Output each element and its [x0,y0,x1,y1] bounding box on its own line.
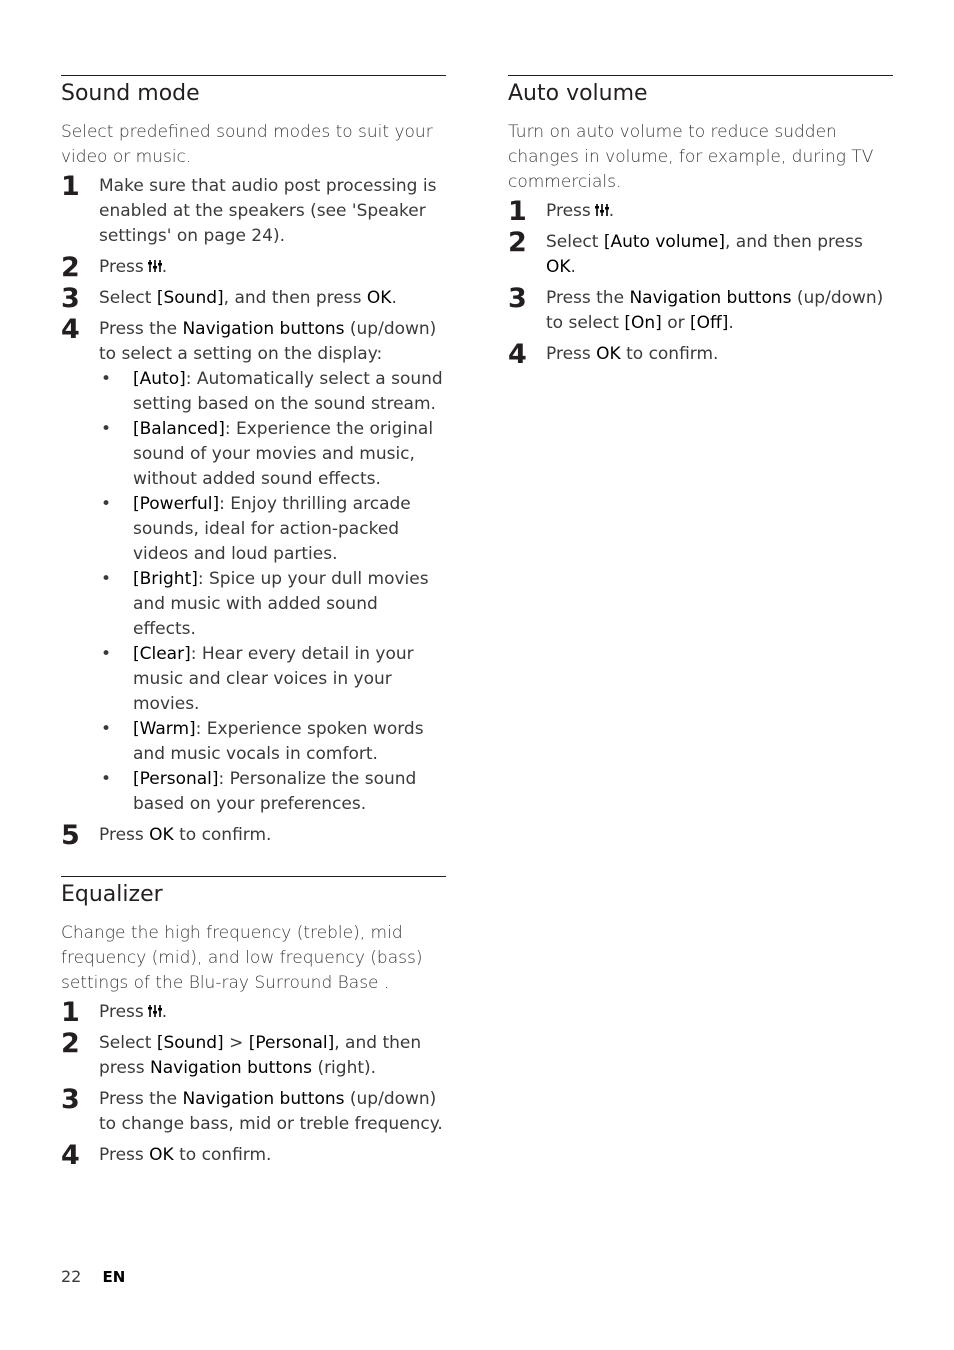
auto-volume-intro: Turn on auto volume to reduce sudden changes in volume, for example, during TV commercials. [508,122,874,192]
sound-mode-step-3 [61,283,446,314]
ok-key: OK [366,288,392,308]
equalizer-heading: Equalizer [61,882,163,907]
step-text: Press the Navigation buttons (up/down) to change bass, mid or treble frequency. [99,1089,443,1134]
equalizer-sliders-icon [148,1004,162,1018]
equalizer-step-2 [61,1028,446,1081]
sound-mode-section [61,75,446,851]
equalizer-sliders-icon [595,203,609,217]
option-item: • [Clear]: Hear every detail in your music and clear voices in your movies. [101,644,414,714]
step-text: Press . [99,1002,168,1022]
sound-mode-step-1 [61,171,446,249]
step-number: 4 [61,314,80,345]
equalizer-steps [61,997,446,1171]
auto-volume-step-1 [508,196,893,227]
step-text: Press OK to confirm. [99,1145,272,1165]
right-column [508,75,893,370]
step-number: 1 [61,997,80,1028]
step-number: 5 [61,820,80,851]
sound-mode-step-5 [61,820,446,851]
step-number: 1 [61,171,80,202]
step-text: Press . [546,201,615,221]
step-number: 1 [508,196,527,227]
auto-volume-steps [508,196,893,370]
step-text: Press OK to confirm. [546,344,719,364]
step-number: 4 [61,1140,80,1171]
equalizer-intro: Change the high frequency (treble), mid frequency (mid), and low frequency (bass) settings of the Blu-ray Surround Base . [61,923,423,993]
left-column [61,75,446,1171]
step-text: Select [Sound] > [Personal], and then press Navigation buttons (right). [99,1033,422,1078]
auto-volume-step-2 [508,227,893,280]
page-footer [61,1266,125,1288]
step-number: 2 [508,227,527,258]
step-text: Press the Navigation buttons (up/down) to select a setting on the display: • [Auto]: Automatically select a sound setting based on the sound stream. • [Balanced]: Experience the original sound of your movies and music, without added sound effects. • [Powerful]: Enjoy thrilling arcade sounds, ideal for action-packed videos and loud parties. • [Bright]: Spice up your dull movies and music with added sound effects. • [Clear]: Hear every detail in your music and clear voices in your movies. • [Warm]: Experience spoken words and music vocals in comfort. • [Personal]: Personalize the sound based on your preferences. [99,317,446,817]
step-text: Select [Sound], and then press OK. [99,288,397,308]
option-item: • [Bright]: Spice up your dull movies and music with added sound effects. [101,569,429,639]
ok-key: OK [149,825,174,845]
option-item: • [Auto]: Automatically select a sound setting based on the sound stream. [101,369,443,414]
step-text: Select [Auto volume], and then press OK. [546,232,863,277]
step-text: Make sure that audio post processing is enabled at the speakers (see 'Speaker settings' on page 24). [99,176,437,246]
equalizer-section [61,876,446,1171]
equalizer-sliders-icon [148,259,162,273]
sound-mode-heading: Sound mode [61,81,200,106]
sound-mode-intro: Select predefined sound modes to suit your video or music. [61,122,433,167]
auto-volume-heading: Auto volume [508,81,648,106]
step-number: 2 [61,252,80,283]
language-code: EN [102,1268,126,1286]
equalizer-step-4 [61,1140,446,1171]
step-text: Press OK to confirm. [99,825,272,845]
auto-volume-section [508,75,893,370]
step-number: 3 [508,283,527,314]
auto-volume-step-4 [508,339,893,370]
step-text: Press . [99,257,168,277]
menu-key: [Sound] [156,288,224,308]
option-item: • [Balanced]: Experience the original sound of your movies and music, without added sound effects. [101,419,434,489]
step-number: 3 [61,283,80,314]
sound-mode-steps [61,171,446,851]
option-item: • [Warm]: Experience spoken words and music vocals in comfort. [101,719,424,764]
equalizer-step-3 [61,1084,446,1137]
step-number: 2 [61,1028,80,1059]
step-text: Press the Navigation buttons (up/down) to select [On] or [Off]. [546,288,884,333]
sound-mode-step-2 [61,252,446,283]
auto-volume-step-3 [508,283,893,336]
navigation-key: Navigation buttons [182,319,345,339]
equalizer-step-1 [61,997,446,1028]
option-item: • [Powerful]: Enjoy thrilling arcade sounds, ideal for action-packed videos and loud parties. [101,494,411,564]
step-number: 4 [508,339,527,370]
step-number: 3 [61,1084,80,1115]
sound-mode-step-4 [61,314,446,817]
option-item: • [Personal]: Personalize the sound based on your preferences. [101,769,417,814]
sound-mode-options [99,367,446,817]
page-number: 22 [61,1267,82,1286]
